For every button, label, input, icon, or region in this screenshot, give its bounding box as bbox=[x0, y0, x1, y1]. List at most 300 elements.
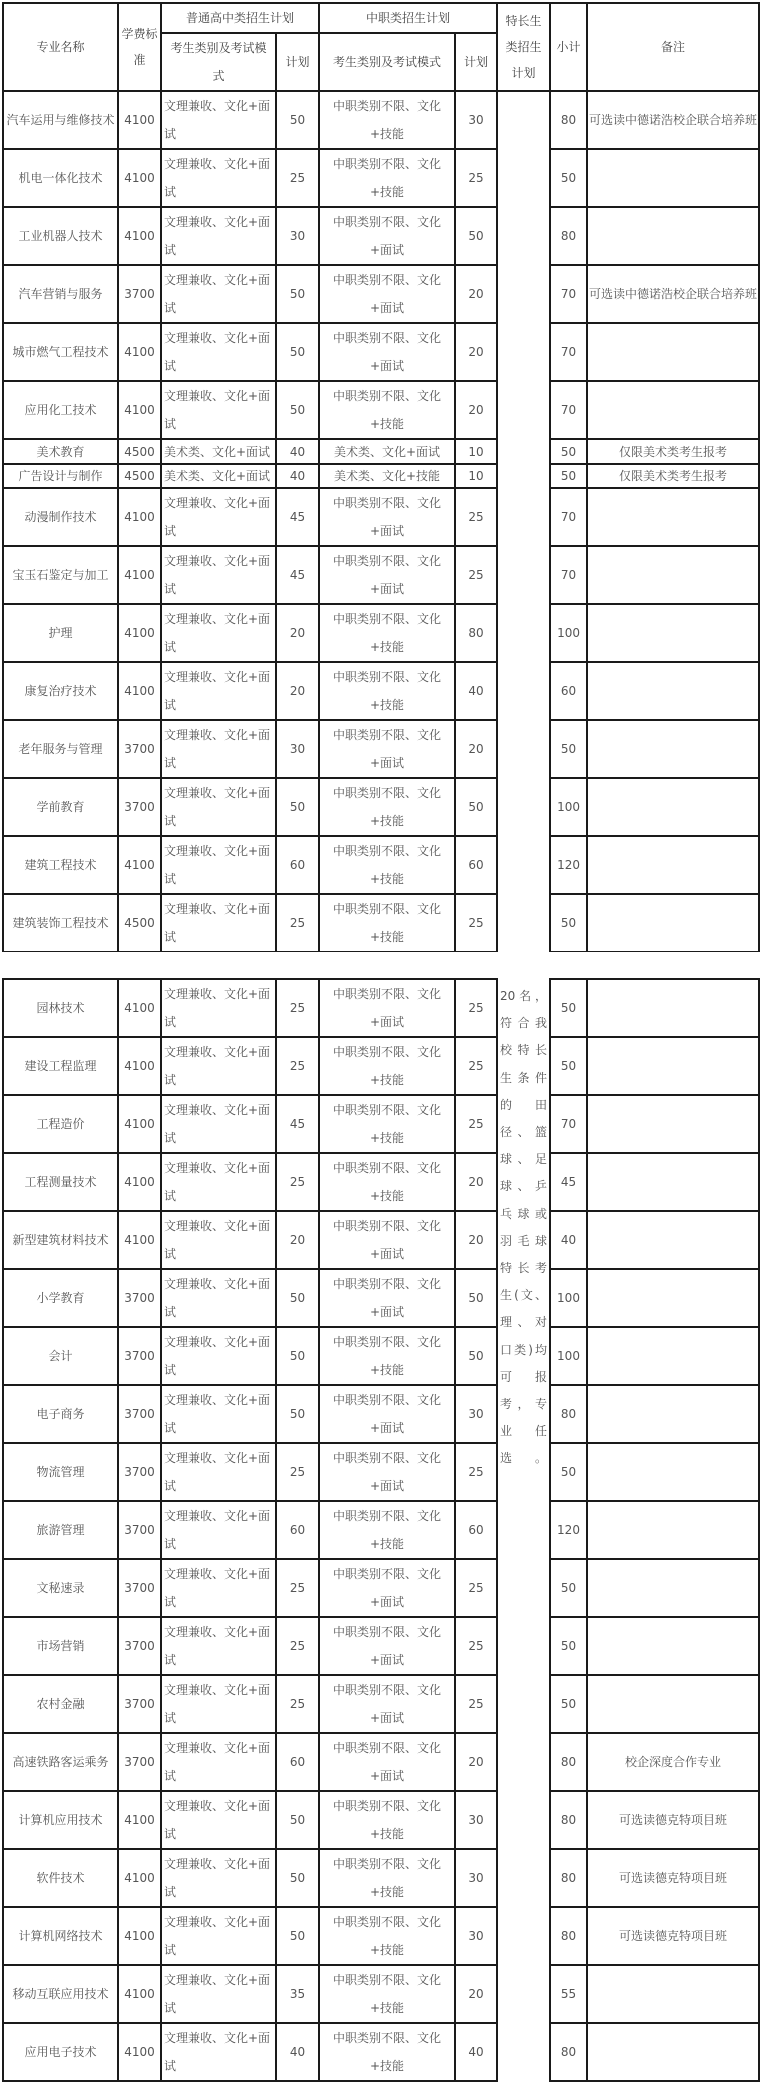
subtotal-cell: 50 bbox=[550, 894, 587, 952]
subtotal-cell: 50 bbox=[550, 1559, 587, 1617]
general-mode-cell: 文理兼收、文化+面试 bbox=[161, 323, 276, 381]
general-plan-cell: 60 bbox=[276, 1733, 319, 1791]
subtotal-cell: 50 bbox=[550, 464, 587, 488]
subtotal-cell: 50 bbox=[550, 1617, 587, 1675]
vocational-plan-cell: 10 bbox=[455, 464, 497, 488]
major-name-cell: 新型建筑材料技术 bbox=[3, 1211, 118, 1269]
subtotal-cell: 80 bbox=[550, 1733, 587, 1791]
tuition-cell: 4100 bbox=[118, 1907, 161, 1965]
tuition-cell: 4500 bbox=[118, 439, 161, 464]
general-plan-cell: 25 bbox=[276, 1675, 319, 1733]
table-row bbox=[3, 207, 759, 265]
vocational-plan-cell: 25 bbox=[455, 1675, 497, 1733]
note-cell bbox=[587, 979, 759, 1037]
vocational-mode-cell: 中职类别不限、文化+面试 bbox=[319, 979, 455, 1037]
page-gap bbox=[0, 952, 760, 976]
table2-body bbox=[3, 979, 759, 2081]
general-mode-cell: 文理兼收、文化+面试 bbox=[161, 381, 276, 439]
vocational-plan-cell: 25 bbox=[455, 1037, 497, 1095]
major-name-cell: 护理 bbox=[3, 604, 118, 662]
major-name-cell: 工程测量技术 bbox=[3, 1153, 118, 1211]
header-major-name: 专业名称 bbox=[3, 3, 118, 91]
table-row bbox=[3, 1733, 759, 1791]
tuition-cell: 4100 bbox=[118, 1211, 161, 1269]
vocational-mode-cell: 中职类别不限、文化+技能 bbox=[319, 1501, 455, 1559]
vocational-mode-cell: 中职类别不限、文化+面试 bbox=[319, 1733, 455, 1791]
table-row bbox=[3, 778, 759, 836]
tuition-cell: 4100 bbox=[118, 323, 161, 381]
note-cell bbox=[587, 381, 759, 439]
general-mode-cell: 文理兼收、文化+面试 bbox=[161, 1791, 276, 1849]
vocational-mode-cell: 中职类别不限、文化+面试 bbox=[319, 1443, 455, 1501]
note-cell bbox=[587, 778, 759, 836]
subtotal-cell: 50 bbox=[550, 720, 587, 778]
note-cell bbox=[587, 662, 759, 720]
vocational-mode-cell: 中职类别不限、文化+技能 bbox=[319, 894, 455, 952]
major-name-cell: 市场营销 bbox=[3, 1617, 118, 1675]
general-plan-cell: 50 bbox=[276, 1269, 319, 1327]
vocational-mode-cell: 美术类、文化+面试 bbox=[319, 439, 455, 464]
tuition-cell: 4100 bbox=[118, 836, 161, 894]
major-name-cell: 宝玉石鉴定与加工 bbox=[3, 546, 118, 604]
vocational-mode-cell: 中职类别不限、文化+技能 bbox=[319, 836, 455, 894]
table-row bbox=[3, 604, 759, 662]
subtotal-cell: 80 bbox=[550, 1791, 587, 1849]
tuition-cell: 3700 bbox=[118, 1733, 161, 1791]
subtotal-cell: 60 bbox=[550, 662, 587, 720]
header-general-count: 计划 bbox=[276, 33, 319, 91]
major-name-cell: 汽车营销与服务 bbox=[3, 265, 118, 323]
general-mode-cell: 美术类、文化+面试 bbox=[161, 439, 276, 464]
vocational-plan-cell: 25 bbox=[455, 1559, 497, 1617]
vocational-plan-cell: 20 bbox=[455, 1733, 497, 1791]
enrollment-table-part-2 bbox=[2, 978, 760, 2082]
table-row bbox=[3, 1385, 759, 1443]
vocational-mode-cell: 中职类别不限、文化+面试 bbox=[319, 1211, 455, 1269]
tuition-cell: 3700 bbox=[118, 1327, 161, 1385]
vocational-mode-cell: 中职类别不限、文化+面试 bbox=[319, 1617, 455, 1675]
general-plan-cell: 50 bbox=[276, 323, 319, 381]
general-mode-cell: 文理兼收、文化+面试 bbox=[161, 662, 276, 720]
vocational-plan-cell: 20 bbox=[455, 265, 497, 323]
general-mode-cell: 文理兼收、文化+面试 bbox=[161, 149, 276, 207]
tuition-cell: 4100 bbox=[118, 1095, 161, 1153]
note-cell bbox=[587, 720, 759, 778]
subtotal-cell: 70 bbox=[550, 546, 587, 604]
vocational-plan-cell: 50 bbox=[455, 207, 497, 265]
subtotal-cell: 50 bbox=[550, 979, 587, 1037]
major-name-cell: 建筑装饰工程技术 bbox=[3, 894, 118, 952]
note-cell bbox=[587, 1211, 759, 1269]
general-plan-cell: 25 bbox=[276, 894, 319, 952]
table-row bbox=[3, 1211, 759, 1269]
subtotal-cell: 55 bbox=[550, 1965, 587, 2023]
table-row bbox=[3, 1907, 759, 1965]
table-row bbox=[3, 1037, 759, 1095]
vocational-plan-cell: 20 bbox=[455, 1211, 497, 1269]
vocational-mode-cell: 中职类别不限、文化+面试 bbox=[319, 720, 455, 778]
vocational-plan-cell: 40 bbox=[455, 662, 497, 720]
note-cell: 可选读德克特项目班 bbox=[587, 1791, 759, 1849]
tuition-cell: 4100 bbox=[118, 149, 161, 207]
tuition-cell: 4100 bbox=[118, 381, 161, 439]
general-mode-cell: 文理兼收、文化+面试 bbox=[161, 1269, 276, 1327]
general-plan-cell: 30 bbox=[276, 207, 319, 265]
vocational-plan-cell: 30 bbox=[455, 1849, 497, 1907]
vocational-mode-cell: 中职类别不限、文化+技能 bbox=[319, 1965, 455, 2023]
subtotal-cell: 100 bbox=[550, 604, 587, 662]
general-mode-cell: 美术类、文化+面试 bbox=[161, 464, 276, 488]
vocational-mode-cell: 中职类别不限、文化+面试 bbox=[319, 546, 455, 604]
vocational-mode-cell: 中职类别不限、文化+技能 bbox=[319, 778, 455, 836]
note-cell bbox=[587, 836, 759, 894]
note-cell: 可选读中德诺浩校企联合培养班 bbox=[587, 265, 759, 323]
subtotal-cell: 80 bbox=[550, 1849, 587, 1907]
general-mode-cell: 文理兼收、文化+面试 bbox=[161, 1153, 276, 1211]
tuition-cell: 3700 bbox=[118, 1501, 161, 1559]
major-name-cell: 旅游管理 bbox=[3, 1501, 118, 1559]
general-mode-cell: 文理兼收、文化+面试 bbox=[161, 1907, 276, 1965]
vocational-mode-cell: 中职类别不限、文化+技能 bbox=[319, 604, 455, 662]
table-row bbox=[3, 1443, 759, 1501]
vocational-plan-cell: 60 bbox=[455, 1501, 497, 1559]
subtotal-cell: 70 bbox=[550, 265, 587, 323]
general-plan-cell: 45 bbox=[276, 488, 319, 546]
table1-body bbox=[3, 91, 759, 952]
header-vocational-count: 计划 bbox=[455, 33, 497, 91]
major-name-cell: 建筑工程技术 bbox=[3, 836, 118, 894]
general-plan-cell: 50 bbox=[276, 1849, 319, 1907]
major-name-cell: 物流管理 bbox=[3, 1443, 118, 1501]
table-row bbox=[3, 91, 759, 149]
major-name-cell: 学前教育 bbox=[3, 778, 118, 836]
tuition-cell: 4100 bbox=[118, 91, 161, 149]
subtotal-cell: 45 bbox=[550, 1153, 587, 1211]
vocational-mode-cell: 中职类别不限、文化+技能 bbox=[319, 1327, 455, 1385]
vocational-plan-cell: 30 bbox=[455, 91, 497, 149]
table-row bbox=[3, 1849, 759, 1907]
subtotal-cell: 80 bbox=[550, 207, 587, 265]
subtotal-cell: 70 bbox=[550, 381, 587, 439]
header-tuition: 学费标准 bbox=[118, 3, 161, 91]
vocational-plan-cell: 25 bbox=[455, 1443, 497, 1501]
vocational-plan-cell: 50 bbox=[455, 1269, 497, 1327]
general-mode-cell: 文理兼收、文化+面试 bbox=[161, 265, 276, 323]
general-mode-cell: 文理兼收、文化+面试 bbox=[161, 894, 276, 952]
tuition-cell: 4100 bbox=[118, 546, 161, 604]
table-row bbox=[3, 1965, 759, 2023]
general-mode-cell: 文理兼收、文化+面试 bbox=[161, 1327, 276, 1385]
tuition-cell: 4100 bbox=[118, 207, 161, 265]
general-plan-cell: 45 bbox=[276, 546, 319, 604]
tuition-cell: 4100 bbox=[118, 979, 161, 1037]
major-name-cell: 会计 bbox=[3, 1327, 118, 1385]
tuition-cell: 3700 bbox=[118, 1269, 161, 1327]
note-cell bbox=[587, 546, 759, 604]
note-cell bbox=[587, 1095, 759, 1153]
major-name-cell: 工程造价 bbox=[3, 1095, 118, 1153]
major-name-cell: 软件技术 bbox=[3, 1849, 118, 1907]
vocational-mode-cell: 中职类别不限、文化+技能 bbox=[319, 2023, 455, 2081]
table-row bbox=[3, 265, 759, 323]
major-name-cell: 文秘速录 bbox=[3, 1559, 118, 1617]
vocational-plan-cell: 50 bbox=[455, 1327, 497, 1385]
general-plan-cell: 50 bbox=[276, 91, 319, 149]
tuition-cell: 4100 bbox=[118, 604, 161, 662]
vocational-plan-cell: 25 bbox=[455, 894, 497, 952]
note-cell: 可选读德克特项目班 bbox=[587, 1849, 759, 1907]
note-cell bbox=[587, 2023, 759, 2081]
general-mode-cell: 文理兼收、文化+面试 bbox=[161, 1037, 276, 1095]
major-name-cell: 动漫制作技术 bbox=[3, 488, 118, 546]
vocational-plan-cell: 40 bbox=[455, 2023, 497, 2081]
tuition-cell: 4100 bbox=[118, 1965, 161, 2023]
general-plan-cell: 30 bbox=[276, 720, 319, 778]
vocational-plan-cell: 25 bbox=[455, 546, 497, 604]
tuition-cell: 4100 bbox=[118, 488, 161, 546]
subtotal-cell: 50 bbox=[550, 1675, 587, 1733]
general-mode-cell: 文理兼收、文化+面试 bbox=[161, 1211, 276, 1269]
major-name-cell: 机电一体化技术 bbox=[3, 149, 118, 207]
subtotal-cell: 50 bbox=[550, 149, 587, 207]
vocational-mode-cell: 中职类别不限、文化+技能 bbox=[319, 662, 455, 720]
vocational-mode-cell: 中职类别不限、文化+面试 bbox=[319, 207, 455, 265]
vocational-mode-cell: 中职类别不限、文化+技能 bbox=[319, 1907, 455, 1965]
tuition-cell: 4100 bbox=[118, 2023, 161, 2081]
major-name-cell: 计算机网络技术 bbox=[3, 1907, 118, 1965]
general-plan-cell: 50 bbox=[276, 381, 319, 439]
major-name-cell: 园林技术 bbox=[3, 979, 118, 1037]
major-name-cell: 电子商务 bbox=[3, 1385, 118, 1443]
general-mode-cell: 文理兼收、文化+面试 bbox=[161, 1501, 276, 1559]
note-cell bbox=[587, 1617, 759, 1675]
major-name-cell: 美术教育 bbox=[3, 439, 118, 464]
vocational-mode-cell: 中职类别不限、文化+技能 bbox=[319, 1791, 455, 1849]
note-cell bbox=[587, 1559, 759, 1617]
header-vocational-plan: 中职类招生计划 bbox=[319, 3, 497, 33]
note-cell bbox=[587, 1037, 759, 1095]
table-row bbox=[3, 662, 759, 720]
table-row bbox=[3, 1559, 759, 1617]
major-name-cell: 城市燃气工程技术 bbox=[3, 323, 118, 381]
table-row bbox=[3, 1095, 759, 1153]
general-plan-cell: 20 bbox=[276, 1211, 319, 1269]
major-name-cell: 建设工程监理 bbox=[3, 1037, 118, 1095]
header-general-plan: 普通高中类招生计划 bbox=[161, 3, 319, 33]
tuition-cell: 4100 bbox=[118, 1849, 161, 1907]
vocational-plan-cell: 20 bbox=[455, 720, 497, 778]
note-cell bbox=[587, 1675, 759, 1733]
general-mode-cell: 文理兼收、文化+面试 bbox=[161, 1733, 276, 1791]
major-name-cell: 高速铁路客运乘务 bbox=[3, 1733, 118, 1791]
subtotal-cell: 50 bbox=[550, 1037, 587, 1095]
general-mode-cell: 文理兼收、文化+面试 bbox=[161, 91, 276, 149]
general-plan-cell: 25 bbox=[276, 1153, 319, 1211]
general-mode-cell: 文理兼收、文化+面试 bbox=[161, 1443, 276, 1501]
vocational-plan-cell: 30 bbox=[455, 1907, 497, 1965]
tuition-cell: 3700 bbox=[118, 1617, 161, 1675]
subtotal-cell: 70 bbox=[550, 323, 587, 381]
note-cell bbox=[587, 1385, 759, 1443]
general-plan-cell: 25 bbox=[276, 979, 319, 1037]
major-name-cell: 小学教育 bbox=[3, 1269, 118, 1327]
tuition-cell: 4100 bbox=[118, 1037, 161, 1095]
vocational-plan-cell: 20 bbox=[455, 381, 497, 439]
table-row bbox=[3, 1327, 759, 1385]
vocational-mode-cell: 中职类别不限、文化+技能 bbox=[319, 149, 455, 207]
vocational-mode-cell: 中职类别不限、文化+面试 bbox=[319, 323, 455, 381]
enrollment-table-part-1 bbox=[2, 2, 760, 953]
vocational-mode-cell: 中职类别不限、文化+面试 bbox=[319, 1269, 455, 1327]
note-cell bbox=[587, 149, 759, 207]
subtotal-cell: 80 bbox=[550, 91, 587, 149]
general-mode-cell: 文理兼收、文化+面试 bbox=[161, 836, 276, 894]
table-row bbox=[3, 1153, 759, 1211]
general-plan-cell: 25 bbox=[276, 1443, 319, 1501]
note-cell bbox=[587, 1443, 759, 1501]
note-cell bbox=[587, 1965, 759, 2023]
table-row bbox=[3, 464, 759, 488]
subtotal-cell: 80 bbox=[550, 1385, 587, 1443]
general-plan-cell: 50 bbox=[276, 778, 319, 836]
general-plan-cell: 50 bbox=[276, 1791, 319, 1849]
general-mode-cell: 文理兼收、文化+面试 bbox=[161, 1617, 276, 1675]
general-mode-cell: 文理兼收、文化+面试 bbox=[161, 1385, 276, 1443]
vocational-plan-cell: 60 bbox=[455, 836, 497, 894]
subtotal-cell: 70 bbox=[550, 488, 587, 546]
vocational-mode-cell: 中职类别不限、文化+技能 bbox=[319, 1849, 455, 1907]
note-cell: 校企深度合作专业 bbox=[587, 1733, 759, 1791]
special-plan-cell: 20名，符合我校特长生条件的田径、篮球、足球、乒乓球或羽毛球特长考生(文、理、对口类)均可报考，专业任选。 bbox=[497, 979, 550, 2081]
header-special-plan: 特长生类招生计划 bbox=[497, 3, 550, 91]
general-plan-cell: 20 bbox=[276, 662, 319, 720]
table-row bbox=[3, 720, 759, 778]
vocational-mode-cell: 美术类、文化+技能 bbox=[319, 464, 455, 488]
note-cell: 可选读中德诺浩校企联合培养班 bbox=[587, 91, 759, 149]
table-row bbox=[3, 979, 759, 1037]
major-name-cell: 广告设计与制作 bbox=[3, 464, 118, 488]
subtotal-cell: 80 bbox=[550, 2023, 587, 2081]
tuition-cell: 4100 bbox=[118, 662, 161, 720]
tuition-cell: 3700 bbox=[118, 1559, 161, 1617]
general-mode-cell: 文理兼收、文化+面试 bbox=[161, 778, 276, 836]
general-mode-cell: 文理兼收、文化+面试 bbox=[161, 604, 276, 662]
general-plan-cell: 35 bbox=[276, 1965, 319, 2023]
general-plan-cell: 50 bbox=[276, 1327, 319, 1385]
subtotal-cell: 50 bbox=[550, 1443, 587, 1501]
tuition-cell: 3700 bbox=[118, 720, 161, 778]
major-name-cell: 应用电子技术 bbox=[3, 2023, 118, 2081]
table-row bbox=[3, 894, 759, 952]
vocational-plan-cell: 25 bbox=[455, 488, 497, 546]
subtotal-cell: 40 bbox=[550, 1211, 587, 1269]
general-plan-cell: 25 bbox=[276, 149, 319, 207]
note-cell bbox=[587, 894, 759, 952]
tuition-cell: 4500 bbox=[118, 464, 161, 488]
general-plan-cell: 60 bbox=[276, 836, 319, 894]
table-row bbox=[3, 1617, 759, 1675]
table-row bbox=[3, 836, 759, 894]
subtotal-cell: 100 bbox=[550, 1327, 587, 1385]
note-cell: 仅限美术类考生报考 bbox=[587, 464, 759, 488]
vocational-mode-cell: 中职类别不限、文化+面试 bbox=[319, 1559, 455, 1617]
header-subtotal: 小计 bbox=[550, 3, 587, 91]
special-plan-cell bbox=[497, 91, 550, 952]
subtotal-cell: 100 bbox=[550, 778, 587, 836]
general-mode-cell: 文理兼收、文化+面试 bbox=[161, 546, 276, 604]
vocational-plan-cell: 20 bbox=[455, 1153, 497, 1211]
subtotal-cell: 80 bbox=[550, 1907, 587, 1965]
tuition-cell: 4500 bbox=[118, 894, 161, 952]
tuition-cell: 4100 bbox=[118, 1791, 161, 1849]
note-cell bbox=[587, 207, 759, 265]
note-cell bbox=[587, 488, 759, 546]
general-plan-cell: 50 bbox=[276, 1907, 319, 1965]
general-mode-cell: 文理兼收、文化+面试 bbox=[161, 488, 276, 546]
table-row bbox=[3, 1501, 759, 1559]
tuition-cell: 3700 bbox=[118, 1385, 161, 1443]
vocational-plan-cell: 25 bbox=[455, 979, 497, 1037]
major-name-cell: 农村金融 bbox=[3, 1675, 118, 1733]
major-name-cell: 康复治疗技术 bbox=[3, 662, 118, 720]
general-plan-cell: 20 bbox=[276, 604, 319, 662]
general-plan-cell: 60 bbox=[276, 1501, 319, 1559]
tuition-cell: 4100 bbox=[118, 1153, 161, 1211]
general-mode-cell: 文理兼收、文化+面试 bbox=[161, 207, 276, 265]
vocational-mode-cell: 中职类别不限、文化+面试 bbox=[319, 1675, 455, 1733]
vocational-mode-cell: 中职类别不限、文化+技能 bbox=[319, 381, 455, 439]
tuition-cell: 3700 bbox=[118, 778, 161, 836]
vocational-plan-cell: 30 bbox=[455, 1385, 497, 1443]
major-name-cell: 工业机器人技术 bbox=[3, 207, 118, 265]
vocational-plan-cell: 20 bbox=[455, 1965, 497, 2023]
general-mode-cell: 文理兼收、文化+面试 bbox=[161, 1675, 276, 1733]
note-cell bbox=[587, 323, 759, 381]
major-name-cell: 计算机应用技术 bbox=[3, 1791, 118, 1849]
subtotal-cell: 120 bbox=[550, 836, 587, 894]
general-plan-cell: 25 bbox=[276, 1617, 319, 1675]
major-name-cell: 应用化工技术 bbox=[3, 381, 118, 439]
subtotal-cell: 50 bbox=[550, 439, 587, 464]
table-row bbox=[3, 546, 759, 604]
table-row bbox=[3, 381, 759, 439]
general-plan-cell: 40 bbox=[276, 439, 319, 464]
vocational-mode-cell: 中职类别不限、文化+技能 bbox=[319, 1037, 455, 1095]
subtotal-cell: 100 bbox=[550, 1269, 587, 1327]
vocational-plan-cell: 20 bbox=[455, 323, 497, 381]
general-mode-cell: 文理兼收、文化+面试 bbox=[161, 1965, 276, 2023]
vocational-plan-cell: 25 bbox=[455, 1095, 497, 1153]
general-mode-cell: 文理兼收、文化+面试 bbox=[161, 1095, 276, 1153]
table-row bbox=[3, 1675, 759, 1733]
general-plan-cell: 45 bbox=[276, 1095, 319, 1153]
note-cell bbox=[587, 604, 759, 662]
note-cell bbox=[587, 1327, 759, 1385]
general-mode-cell: 文理兼收、文化+面试 bbox=[161, 1849, 276, 1907]
subtotal-cell: 70 bbox=[550, 1095, 587, 1153]
vocational-plan-cell: 30 bbox=[455, 1791, 497, 1849]
note-cell: 可选读德克特项目班 bbox=[587, 1907, 759, 1965]
major-name-cell: 移动互联应用技术 bbox=[3, 1965, 118, 2023]
vocational-mode-cell: 中职类别不限、文化+面试 bbox=[319, 265, 455, 323]
note-cell bbox=[587, 1153, 759, 1211]
table-row bbox=[3, 1269, 759, 1327]
header-vocational-mode: 考生类别及考试模式 bbox=[319, 33, 455, 91]
general-plan-cell: 50 bbox=[276, 265, 319, 323]
general-mode-cell: 文理兼收、文化+面试 bbox=[161, 720, 276, 778]
general-mode-cell: 文理兼收、文化+面试 bbox=[161, 2023, 276, 2081]
note-cell bbox=[587, 1269, 759, 1327]
